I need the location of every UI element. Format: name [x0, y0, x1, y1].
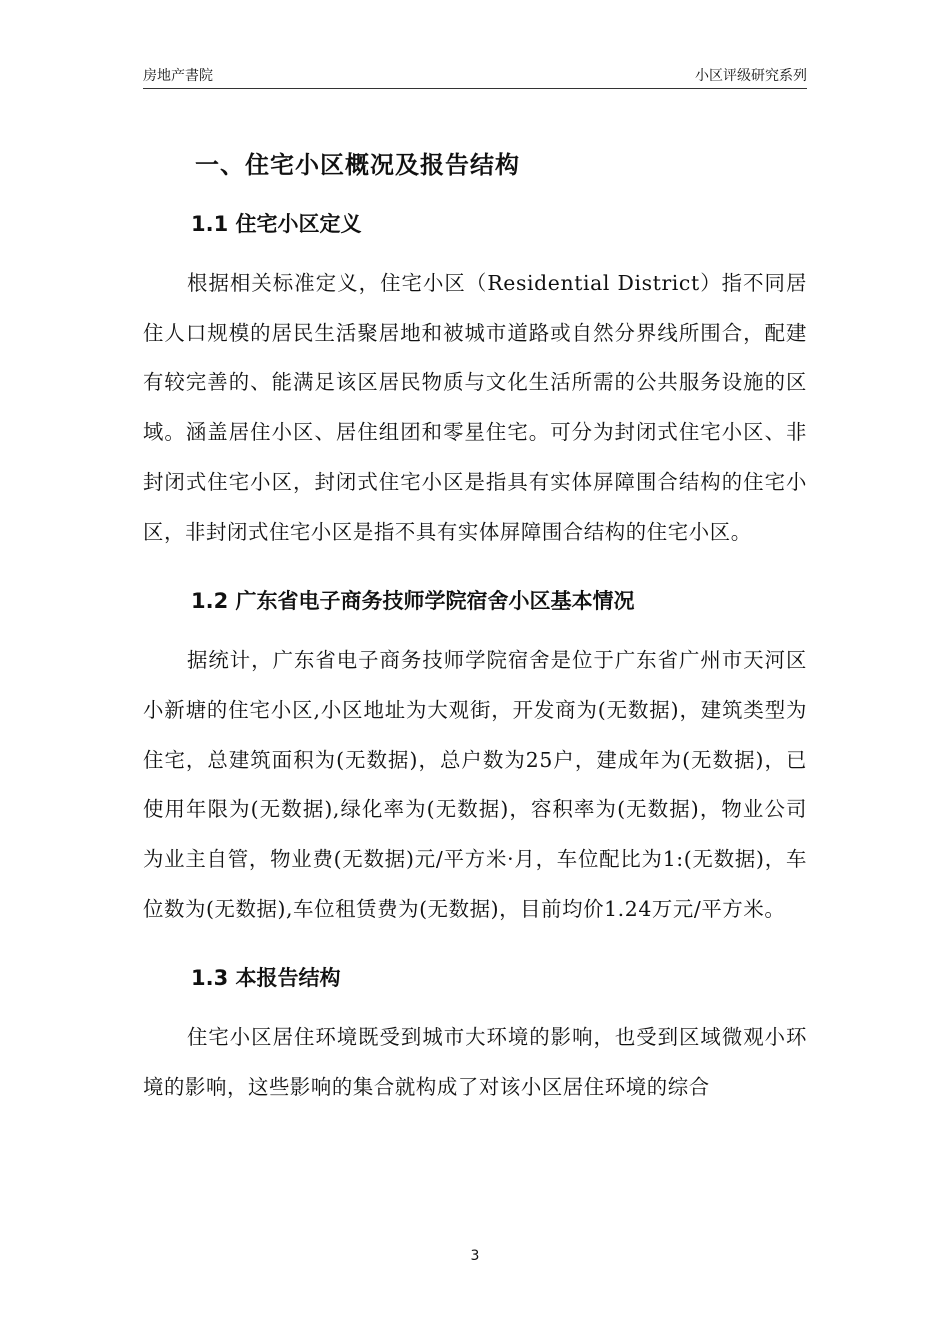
section-heading-1-2: 1.2 广东省电子商务技师学院宿舍小区基本情况	[191, 589, 635, 614]
section-paragraph-1-3: 住宅小区居住环境既受到城市大环境的影响，也受到区域微观小环境的影响，这些影响的集合就构成了对该小区居住环境的综合	[143, 1025, 807, 1100]
page-number: 3	[470, 1248, 480, 1264]
page-header	[143, 66, 807, 89]
section-heading-1-3: 1.3 本报告结构	[191, 966, 341, 991]
chapter-heading: 一、住宅小区概况及报告结构	[195, 151, 520, 179]
section-paragraph-1-2: 据统计，广东省电子商务技师学院宿舍是位于广东省广州市天河区小新塘的住宅小区,小区地址为大观街，开发商为(无数据)，建筑类型为住宅，总建筑面积为(无数据)，总户数为25户，建成年为(无数据)，已使用年限为(无数据),绿化率为(无数据)，容积率为(无数据)，物业公司为业主自管，物业费(无数据)元/平方米·月，车位配比为1:(无数据)，车位数为(无数据),车位租赁费为(无数据)，目前均价1.24万元/平方米。	[143, 648, 807, 921]
header-publisher: 房地产書院	[143, 68, 213, 84]
section-heading-1-1: 1.1 住宅小区定义	[191, 212, 362, 236]
header-series-title: 小区评级研究系列	[695, 68, 807, 84]
section-paragraph-1-1: 根据相关标准定义，住宅小区（Residential District）指不同居住人口规模的居民生活聚居地和被城市道路或自然分界线所围合，配建有较完善的、能满足该区居民物质与文化生活所需的公共服务设施的区域。涵盖居住小区、居住组团和零星住宅。可分为封闭式住宅小区、非封闭式住宅小区，封闭式住宅小区是指具有实体屏障围合结构的住宅小区，非封闭式住宅小区是指不具有实体屏障围合结构的住宅小区。	[143, 271, 807, 544]
document-body	[143, 136, 807, 1113]
